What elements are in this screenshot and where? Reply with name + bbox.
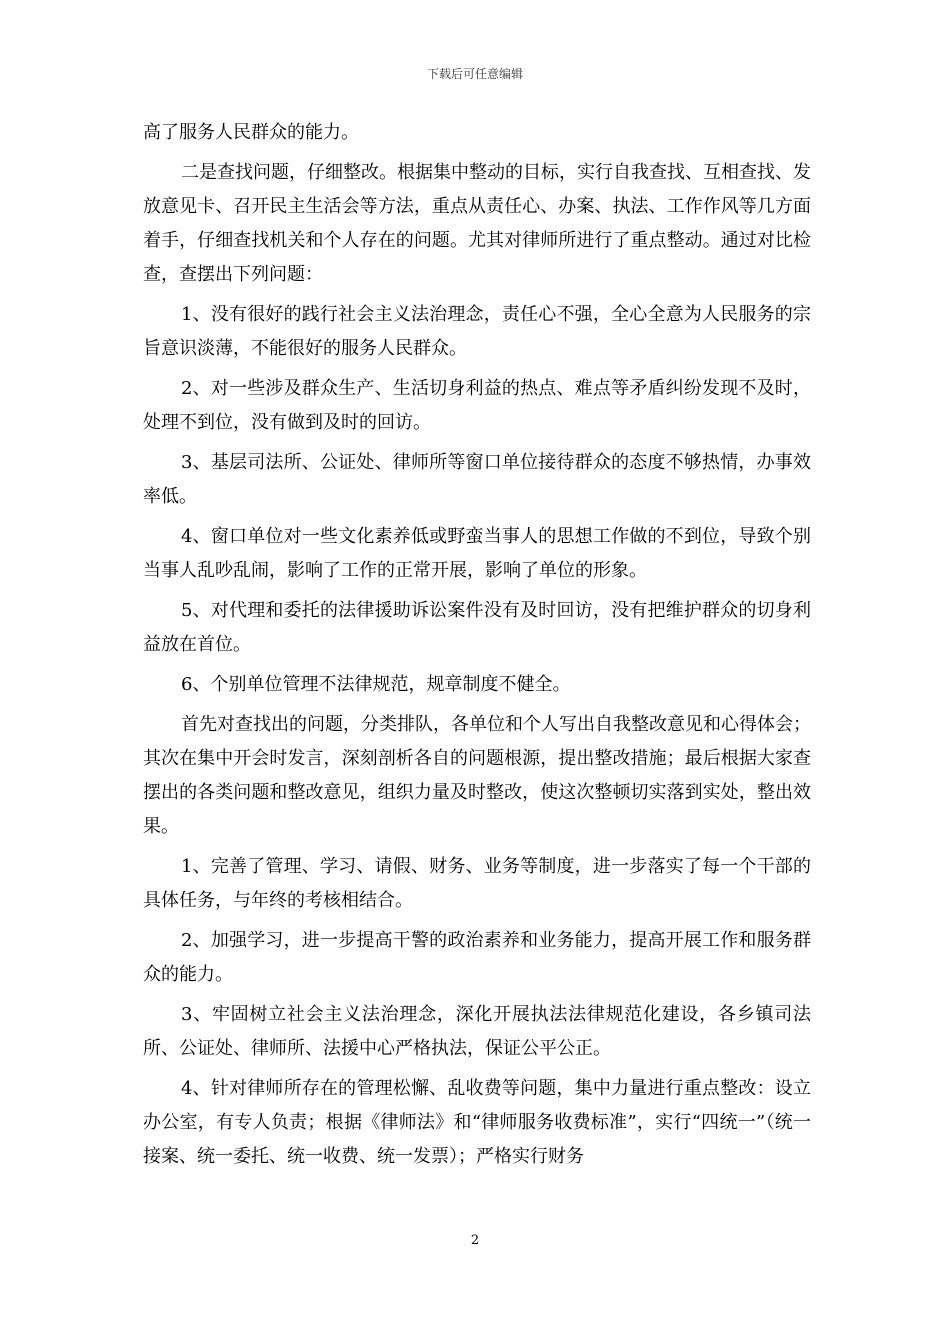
paragraph: 3、基层司法所、公证处、律师所等窗口单位接待群众的态度不够热情，办事效率低。 [143, 452, 811, 507]
paragraph: 二是查找问题，仔细整改。根据集中整动的目标，实行自我查找、互相查找、发放意见卡、召开民主生活会等方法，重点从责任心、办案、执法、工作作风等几方面着手，仔细查找机关和个人存在的问题。尤其对律师所进行了重点整动。通过对比检查，查摆出下列问题： [143, 162, 811, 285]
paragraph: 2、对一些涉及群众生产、生活切身利益的热点、难点等矛盾纠纷发现不及时，处理不到位，没有做到及时的回访。 [143, 378, 811, 433]
paragraph: 4、针对律师所存在的管理松懈、乱收费等问题，集中力量进行重点整改：设立办公室，有专人负责；根据《律师法》和“律师服务收费标准”，实行“四统一”（统一接案、统一委托、统一收费、统一发票）；严格实行财务 [143, 1078, 811, 1167]
paragraph: 高了服务人民群众的能力。 [143, 122, 359, 143]
page-number: 2 [470, 1233, 480, 1248]
paragraph: 3、牢固树立社会主义法治理念，深化开展执法法律规范化建设，各乡镇司法所、公证处、律师所、法援中心严格执法，保证公平公正。 [143, 1004, 811, 1059]
document-body [143, 116, 811, 1180]
paragraph: 首先对查找出的问题，分类排队，各单位和个人写出自我整改意见和心得体会；其次在集中开会时发言，深刻剖析各自的问题根源，提出整改措施；最后根据大家查摆出的各类问题和整改意见，组织力量及时整改，使这次整顿切实落到实处，整出效果。 [143, 714, 811, 837]
paragraph: 5、对代理和委托的法律援助诉讼案件没有及时回访，没有把维护群众的切身利益放在首位。 [143, 600, 811, 655]
paragraph: 6、个别单位管理不法律规范，规章制度不健全。 [181, 674, 571, 695]
paragraph: 4、窗口单位对一些文化素养低或野蛮当事人的思想工作做的不到位，导致个别当事人乱吵乱闹，影响了工作的正常开展，影响了单位的形象。 [143, 526, 811, 581]
paragraph: 2、加强学习，进一步提高干警的政治素养和业务能力，提高开展工作和服务群众的能力。 [143, 930, 811, 985]
page-header: 下载后可任意编辑 [426, 67, 523, 81]
paragraph: 1、没有很好的践行社会主义法治理念，责任心不强，全心全意为人民服务的宗旨意识淡薄，不能很好的服务人民群众。 [143, 304, 811, 359]
paragraph: 1、完善了管理、学习、请假、财务、业务等制度，进一步落实了每一个干部的具体任务，与年终的考核相结合。 [143, 856, 811, 911]
